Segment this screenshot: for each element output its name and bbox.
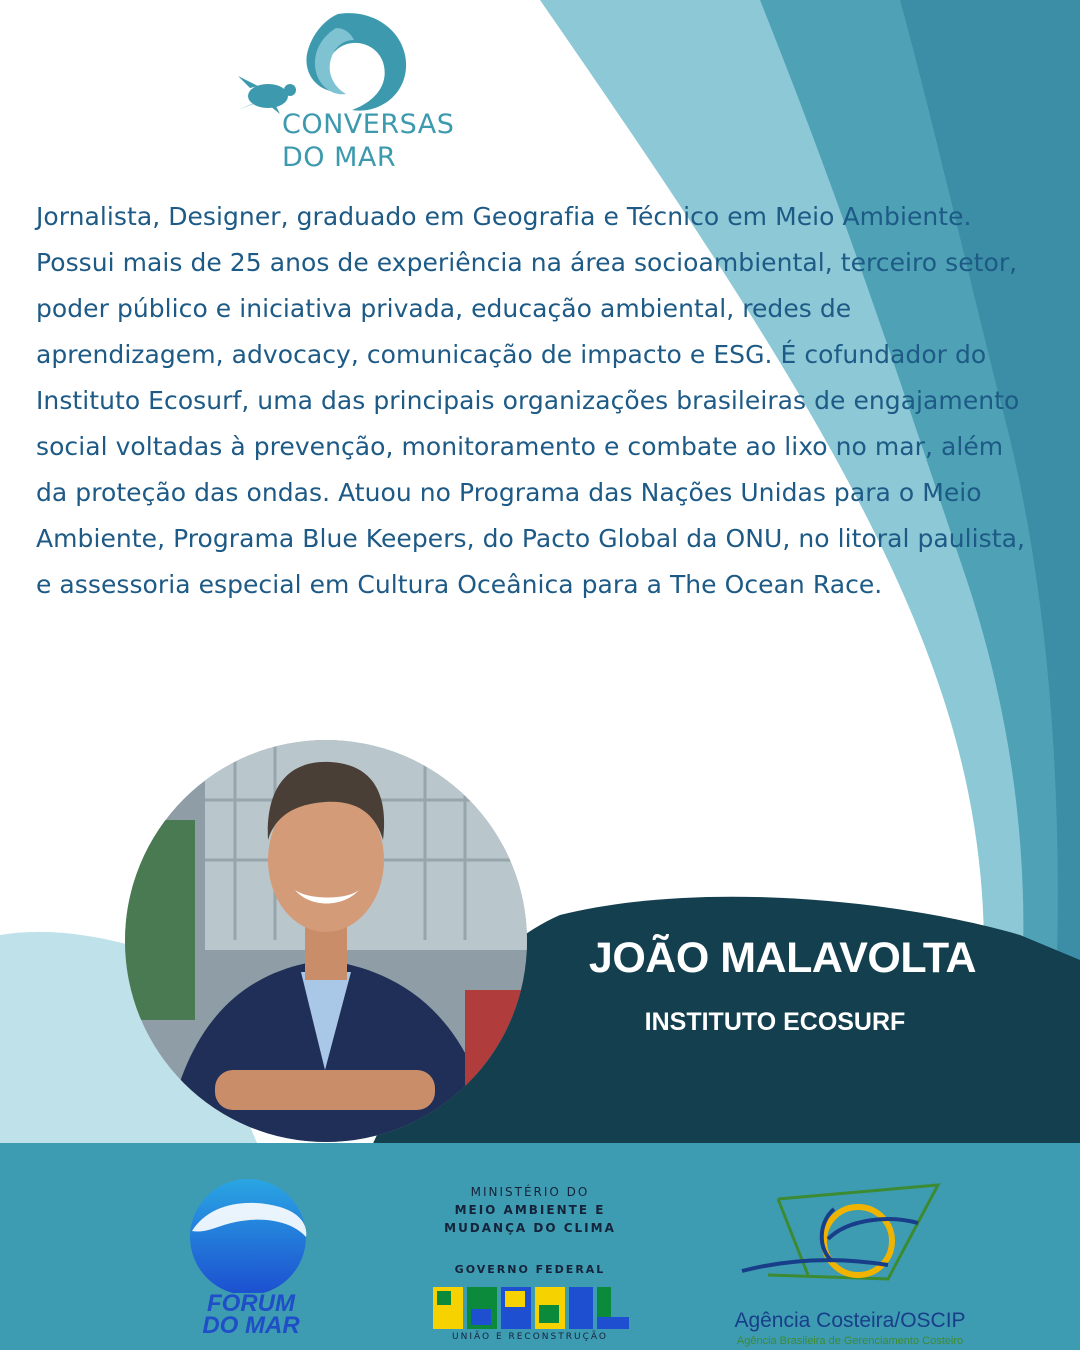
speaker-photo bbox=[125, 740, 527, 1142]
ministry-line-1: MINISTÉRIO DO bbox=[470, 1185, 590, 1199]
brasil-wordmark bbox=[433, 1283, 629, 1333]
speaker-bio: Jornalista, Designer, graduado em Geografia e Técnico em Meio Ambiente. Possui mais de 25 anos de experiência na área socioambiental, terceiro setor, poder público e iniciativa privada, educação ambiental, redes de aprendizagem, advocacy, comunicação de impacto e ESG. É cofundador do Instituto Ecosurf, uma das principais organizações brasileiras de engajamento social voltadas à prevenção, monitoramento e combate ao lixo no mar, além da proteção das ondas. Atuou no Programa das Nações Unidas para o Meio Ambiente, Programa Blue Keepers, do Pacto Global da ONU, no litoral paulista, e assessoria especial em Cultura Oceânica para a The Ocean Race. bbox=[36, 202, 1025, 599]
footer-partners bbox=[0, 1143, 1080, 1350]
ministry-line-2: MEIO AMBIENTE E bbox=[454, 1203, 606, 1217]
forum-do-mar-logo-text bbox=[196, 1290, 306, 1339]
government-slogan: UNIÃO E RECONSTRUÇÃO bbox=[452, 1332, 608, 1342]
ministry-label bbox=[420, 1183, 640, 1237]
agencia-costeira-logo-icon bbox=[738, 1179, 943, 1291]
agency-subtitle: Agência Brasileira de Gerenciamento Costeiro bbox=[736, 1335, 964, 1347]
conversas-do-mar-logo-text bbox=[282, 108, 454, 174]
ministry-line-3: MUDANÇA DO CLIMA bbox=[444, 1221, 616, 1235]
speaker-organization: INSTITUTO ECOSURF bbox=[644, 1008, 906, 1036]
forum-line-2: DO MAR bbox=[202, 1312, 300, 1339]
forum-line-1: FÓRUM bbox=[207, 1290, 295, 1317]
forum-do-mar-logo-icon bbox=[180, 1173, 320, 1293]
logo-line-1: CONVERSAS bbox=[282, 109, 455, 140]
logo-line-2: DO MAR bbox=[282, 142, 397, 173]
agency-name: Agência Costeira/OSCIP bbox=[734, 1309, 966, 1332]
speaker-name: JOÃO MALAVOLTA bbox=[588, 934, 977, 982]
government-label: GOVERNO FEDERAL bbox=[454, 1263, 606, 1276]
